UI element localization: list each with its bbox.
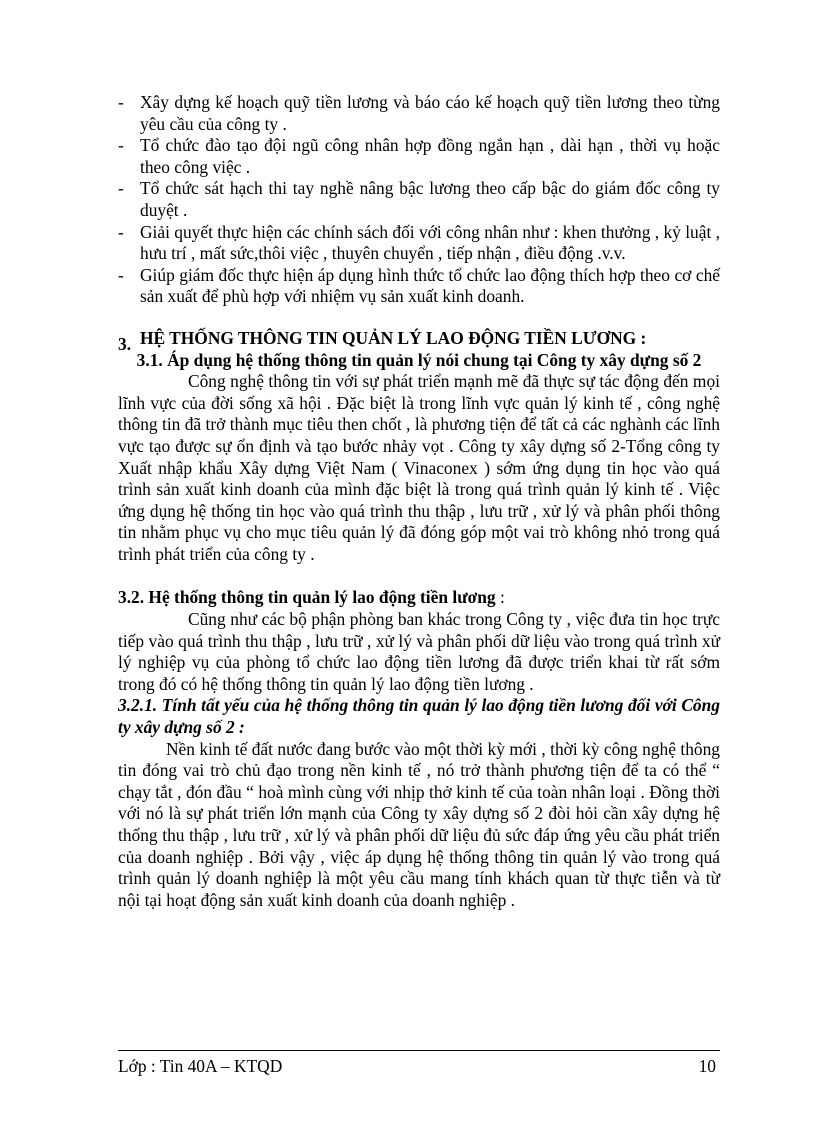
- section-3-2-1-heading: 3.2.1. Tính tất yếu của hệ thống thông tin quản lý lao động tiền lương đối với Công ty xây dựng số 2 :: [118, 695, 720, 738]
- section-title-suffix: :: [495, 587, 505, 608]
- section-title: 3.2. Hệ thống thông tin quản lý lao động tiền lương: [118, 587, 496, 608]
- section-title: HỆ THỐNG THÔNG TIN QUẢN LÝ LAO ĐỘNG TIỀN LƯƠNG :: [140, 327, 647, 348]
- page-content: [118, 92, 720, 911]
- footer-class-label: Lớp : Tin 40A – KTQD: [118, 1056, 283, 1076]
- section-3-1-heading: 3.1. Áp dụng hệ thống thông tin quản lý nói chung tại Công ty xây dựng số 2: [136, 349, 702, 370]
- section-3-heading: [118, 327, 720, 354]
- bullet-marker: -: [118, 221, 124, 242]
- bullet-marker: -: [118, 178, 124, 199]
- bullet-marker: -: [118, 135, 124, 156]
- section-3-1-paragraph: Công nghệ thông tin với sự phát triển mạnh mẽ đã thực sự tác động đến mọi lĩnh vực của đời sống xã hội . Đặc biệt là trong lĩnh vực quản lý kinh tế , công nghệ thông tin đã trở thành mục tiêu then chốt , là phương tiện để tất cả các nghành các lĩnh vực tạo được sự ổn định và tạo bước nhảy vọt . Công ty xây dựng số 2-Tổng công ty Xuất nhập khẩu Xây dựng Việt Nam ( Vinaconex ) sớm ứng dụng tin học vào quá trình sản xuất kinh doanh của mình đặc biệt là trong quá trình quản lý kinh tế . Việc ứng dụng hệ thống tin học vào quá trình thu thập , lưu trữ , xử lý và phân phối thông tin nhằm phục vụ cho mục tiêu quản lý đã đóng góp một vai trò không nhỏ trong quá trình phát triển của công ty .: [118, 371, 720, 564]
- section-number: 3.: [118, 333, 132, 354]
- section-3-2-paragraph: Cũng như các bộ phận phòng ban khác trong Công ty , việc đưa tin học trực tiếp vào quá trình thu thập , lưu trữ , xử lý và phân phối dữ liệu vào trong quá trình xử lý nghiệp vụ của phòng tổ chức lao động tiền lương đã được triển khai từ rất sớm trong đó có hệ thống thông tin quản lý lao động tiền lương .: [118, 609, 720, 694]
- bullet-marker: -: [118, 264, 124, 285]
- bullet-marker: -: [118, 92, 124, 112]
- list-item: - Giúp giám đốc thực hiện áp dụng hình thức tổ chức lao động thích hợp theo cơ chế sản xuất để phù hợp với nhiệm vụ sản xuất kinh doanh.: [118, 264, 720, 307]
- list-item: - Tổ chức sát hạch thi tay nghề nâng bậc lương theo cấp bậc do giám đốc công ty duyệt .: [118, 178, 720, 220]
- list-item: - Xây dựng kế hoạch quỹ tiền lương và báo cáo kế hoạch quỹ tiền lương theo từng yêu cầu của công ty .: [118, 92, 720, 134]
- list-item: - Giải quyết thực hiện các chính sách đối với công nhân như : khen thưởng , kỷ luật , hưu trí , mất sức,thôi việc , thuyên chuyển , tiếp nhận , điều động .v.v.: [118, 221, 720, 264]
- list-item: - Tổ chức đào tạo đội ngũ công nhân hợp đồng ngắn hạn , dài hạn , thời vụ hoặc theo công việc .: [118, 135, 720, 177]
- section-3-2-heading: [118, 587, 720, 609]
- page-number: 10: [698, 1056, 716, 1076]
- footer-divider: [118, 1050, 720, 1051]
- section-3-2-1-paragraph: Nền kinh tế đất nước đang bước vào một thời kỳ mới , thời kỳ công nghệ thông tin đóng vai trò chủ đạo trong nền kinh tế , nó trở thành phương tiện để ta có thể “ chạy tắt , đón đầu “ hoà mình cùng với nhịp thở kinh tế của toàn nhân loại . Đồng thời với nó là sự phát triển lớn mạnh của Công ty xây dựng số 2 đòi hỏi cần xây dựng hệ thống thu thập , lưu trữ , xử lý và phân phối dữ liệu đủ sức đáp ứng yêu cầu phát triển của doanh nghiệp . Bởi vậy , việc áp dụng hệ thống thông tin quản lý vào trong quá trình quản lý doanh nghiệp là một yêu cầu mang tính khách quan từ thực tiễn và từ nội tại hoạt động sản xuất kinh doanh của doanh nghiệp .: [118, 738, 720, 910]
- duty-list: [118, 92, 720, 308]
